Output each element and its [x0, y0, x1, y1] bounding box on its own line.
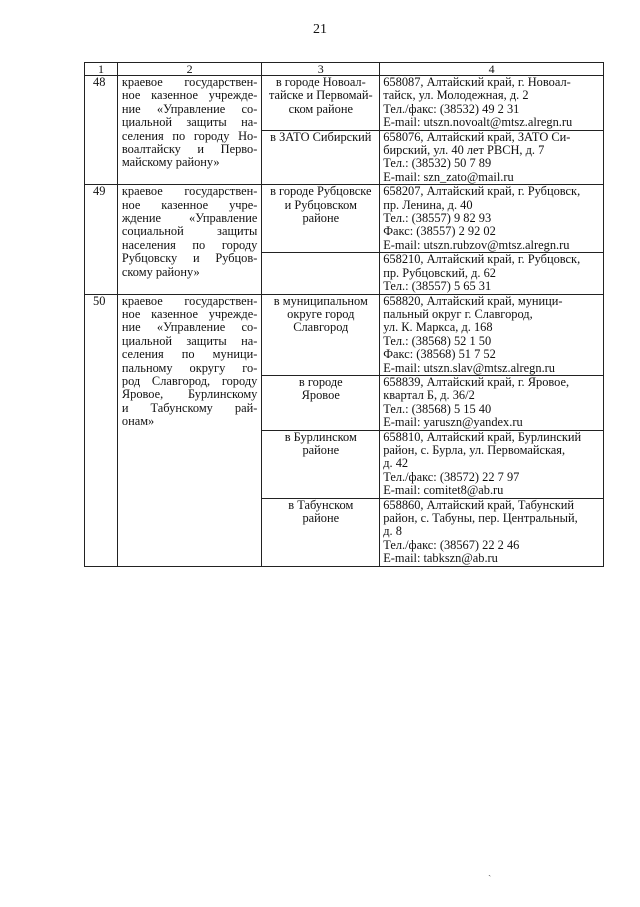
text-line: ние «Управление со- [121, 101, 258, 116]
text-line: краевое государствен- [121, 184, 258, 199]
text-line: Факс: (38557) 2 92 02 [383, 224, 496, 239]
email-text: E-mail: yaruszn@yandex.ru [383, 415, 523, 430]
text-line: 658207, Алтайский край, г. Рубцовск, [383, 184, 581, 199]
text-line: Рубцовску и Рубцов- [121, 251, 258, 266]
text-line: 658210, Алтайский край, г. Рубцовск, [383, 252, 581, 267]
territory-cell [262, 76, 380, 131]
territory-cell [262, 430, 380, 498]
row-number-cell: 50 [85, 294, 118, 566]
text-line: в городе Рубцовске [270, 184, 372, 199]
territory-cell [262, 185, 380, 253]
text-line: краевое государствен- [121, 293, 258, 308]
text-line: населения по городу [121, 237, 258, 252]
text-line: социальной защиты [121, 224, 258, 239]
text-line: ждение «Управление [121, 211, 258, 226]
text-line: 658860, Алтайский край, Табунский [383, 497, 575, 512]
page-mark: ˏ [488, 866, 492, 877]
territory-cell [262, 130, 380, 185]
organization-cell [117, 185, 261, 294]
territory-cell [262, 253, 380, 294]
text-line: в Бурлинском [284, 429, 357, 444]
header-cell-1: 1 [85, 63, 118, 76]
text-line: бирский, ул. 40 лет РВСН, д. 7 [383, 143, 545, 158]
text-line: Тел.: (38557) 9 82 93 [383, 211, 492, 226]
header-cell-3: 3 [262, 63, 380, 76]
territory-cell [262, 375, 380, 430]
text-line: д. 8 [383, 524, 402, 539]
address-cell [380, 430, 604, 498]
table-header-row [85, 63, 604, 76]
email-text: E-mail: utszn.novoalt@mtsz.alregn.ru [383, 115, 573, 130]
text-line: селения по муници- [121, 347, 258, 362]
page-number: 21 [313, 22, 327, 37]
text-line: Тел./факс: (38532) 49 2 31 [383, 101, 520, 116]
text-line: Факс: (38568) 51 7 52 [383, 347, 496, 362]
text-line: ском районе [288, 101, 354, 116]
address-cell [380, 375, 604, 430]
header-cell-2: 2 [117, 63, 261, 76]
text-line: циальной защиты на- [121, 333, 258, 348]
text-line: пальному округу го- [121, 360, 258, 375]
text-line: в муниципальном [273, 293, 368, 308]
table-row [85, 294, 604, 375]
text-line: ное казенное учре- [121, 197, 258, 212]
text-line: род Славгород, городу [121, 373, 258, 388]
text-line: майскому району» [121, 155, 220, 170]
text-line: ное казенное учрежде- [121, 306, 258, 321]
text-line: в Табунском [288, 497, 354, 512]
text-line: район, с. Табуны, пер. Центральный, [383, 511, 578, 525]
text-line: Яровое, Бурлинскому [121, 387, 258, 402]
email-text: E-mail: utszn.rubzov@mtsz.alregn.ru [383, 237, 570, 252]
table-row [85, 76, 604, 131]
text-line: 658820, Алтайский край, муници- [383, 293, 563, 308]
address-cell [380, 76, 604, 131]
text-line: и Рубцовском [284, 197, 357, 212]
text-line: Тел.: (38568) 52 1 50 [383, 333, 492, 348]
text-line: округе город [287, 306, 355, 321]
email-text: E-mail: comitet8@ab.ru [383, 483, 504, 498]
text-line: скому району» [121, 264, 200, 279]
text-line: район, с. Бурла, ул. Первомайская, [383, 442, 566, 457]
text-line: циальной защиты на- [121, 115, 258, 130]
text-line: воалтайску и Перво- [121, 142, 258, 157]
address-cell [380, 294, 604, 375]
email-text: E-mail: szn_zato@mail.ru [383, 169, 514, 184]
text-line: краевое государствен- [121, 75, 258, 89]
text-line: 658087, Алтайский край, г. Новоал- [383, 75, 571, 89]
header-cell-4: 4 [380, 63, 604, 76]
text-line: Яровое [301, 388, 340, 403]
address-cell [380, 253, 604, 294]
text-line: Тел./факс: (38567) 22 2 46 [383, 537, 520, 552]
text-line: Славгород [293, 320, 349, 335]
text-line: Тел.: (38568) 5 15 40 [383, 401, 492, 416]
text-line: тайск, ул. Молодежная, д. 2 [383, 88, 529, 103]
text-line: онам» [121, 414, 155, 429]
text-line: 658076, Алтайский край, ЗАТО Си- [383, 129, 571, 144]
organization-cell [117, 294, 261, 566]
email-text: E-mail: tabkszn@ab.ru [383, 551, 498, 566]
text-line: Тел.: (38532) 50 7 89 [383, 156, 492, 171]
text-line: в городе Новоал- [275, 75, 366, 89]
text-line: районе [302, 211, 340, 226]
row-number-cell: 48 [85, 76, 118, 185]
text-line: пр. Ленина, д. 40 [383, 197, 473, 212]
text-line: ул. К. Маркса, д. 168 [383, 320, 493, 335]
text-line: районе [302, 511, 340, 525]
row-number-cell: 49 [85, 185, 118, 294]
text-line: 658810, Алтайский край, Бурлинский [383, 429, 582, 444]
territory-cell [262, 294, 380, 375]
text-line: Тел./факс: (38572) 22 7 97 [383, 469, 520, 484]
text-line: селения по городу Но- [121, 128, 258, 143]
text-line: 658839, Алтайский край, г. Яровое, [383, 374, 570, 389]
text-line: ное казенное учрежде- [121, 88, 258, 103]
territory-cell [262, 498, 380, 566]
text-line: тайске и Первомай- [268, 88, 373, 103]
text-line: пр. Рубцовский, д. 62 [383, 265, 496, 280]
text-line: районе [302, 442, 340, 457]
email-text: E-mail: utszn.slav@mtsz.alregn.ru [383, 360, 555, 375]
text-line: квартал Б, д. 36/2 [383, 388, 475, 403]
text-line: ние «Управление со- [121, 320, 258, 335]
social-protection-table [84, 62, 604, 567]
address-cell [380, 185, 604, 253]
text-line: пальный округ г. Славгород, [383, 306, 533, 321]
address-cell [380, 130, 604, 185]
text-line: в городе [298, 374, 343, 389]
text-line: д. 42 [383, 456, 409, 471]
organization-cell [117, 76, 261, 185]
table-row [85, 185, 604, 253]
address-cell [380, 498, 604, 566]
text-line: Тел.: (38557) 5 65 31 [383, 279, 492, 294]
text-line: и Табунскому рай- [121, 400, 258, 415]
text-line: в ЗАТО Сибирский [270, 129, 372, 144]
